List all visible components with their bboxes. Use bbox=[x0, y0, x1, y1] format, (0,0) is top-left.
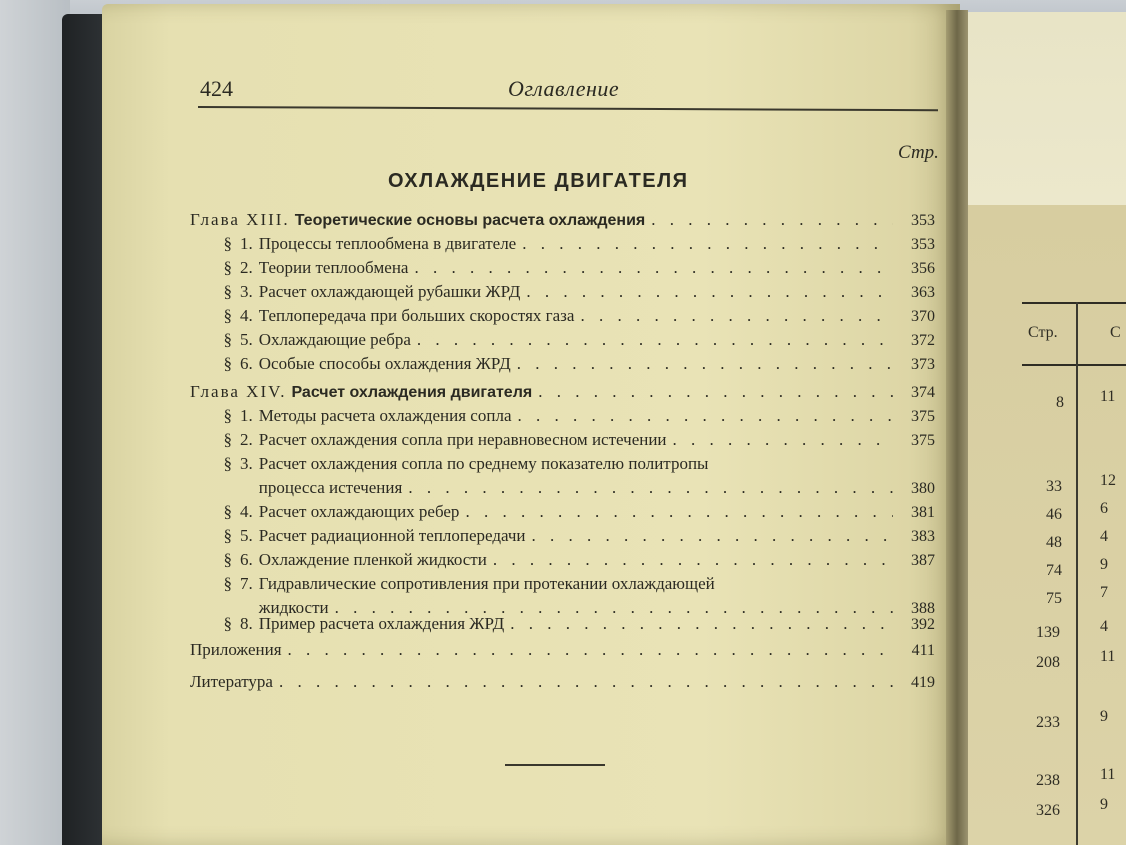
right-table-cell: 6 bbox=[1100, 500, 1108, 517]
right-table-header-rule bbox=[1022, 364, 1126, 366]
right-table-cell: 139 bbox=[1036, 624, 1060, 641]
page-ref: 411 bbox=[911, 642, 935, 659]
section-number: 1. bbox=[240, 406, 253, 425]
leader-dots bbox=[417, 330, 893, 350]
leader-dots bbox=[673, 430, 893, 450]
leader-dots bbox=[522, 234, 893, 254]
section-mark: § bbox=[223, 502, 232, 521]
section-number: 5. bbox=[240, 330, 253, 349]
page-ref: 387 bbox=[911, 552, 935, 569]
leader-dots bbox=[532, 526, 894, 546]
page-ref: 356 bbox=[911, 260, 935, 277]
leader-dots bbox=[526, 282, 893, 302]
toc-entry bbox=[190, 406, 935, 430]
toc-entry bbox=[190, 354, 935, 378]
section-number: 2. bbox=[240, 258, 253, 277]
section-number: 4. bbox=[240, 306, 253, 325]
right-table-cell: 46 bbox=[1046, 506, 1062, 523]
section-number: 2. bbox=[240, 430, 253, 449]
leader-dots bbox=[580, 306, 893, 326]
chapter-title: Теоретические основы расчета охлаждения bbox=[294, 212, 646, 229]
toc-entry bbox=[190, 258, 935, 282]
section-title: процесса истечения bbox=[258, 478, 403, 497]
page-ref: 388 bbox=[911, 600, 935, 617]
toc-entry bbox=[190, 478, 935, 502]
toc-entry bbox=[190, 550, 935, 574]
toc-entry bbox=[190, 502, 935, 526]
leader-dots bbox=[414, 258, 893, 278]
right-page-lower bbox=[962, 205, 1126, 845]
leader-dots bbox=[651, 210, 893, 230]
right-page-upper bbox=[962, 12, 1126, 212]
section-number: 4. bbox=[240, 502, 253, 521]
section-number: 8. bbox=[240, 614, 253, 633]
page-ref: 373 bbox=[911, 356, 935, 373]
right-table-cell: 9 bbox=[1100, 708, 1108, 725]
appendix-title: Литература bbox=[190, 672, 273, 691]
section-number: 5. bbox=[240, 526, 253, 545]
section-title: Расчет охлаждающей рубашки ЖРД bbox=[258, 282, 521, 301]
right-table-cell: 208 bbox=[1036, 654, 1060, 671]
leader-dots bbox=[465, 502, 893, 522]
section-title: Процессы теплообмена в двигателе bbox=[258, 234, 517, 253]
right-table-cell: 233 bbox=[1036, 714, 1060, 731]
page-column-label: Стр. bbox=[898, 142, 939, 163]
section-title: жидкости bbox=[258, 598, 329, 617]
right-table-cell: 9 bbox=[1100, 556, 1108, 573]
page-ref: 375 bbox=[911, 408, 935, 425]
right-table-cell: 4 bbox=[1100, 618, 1108, 635]
right-table-header-col1: Стр. bbox=[1028, 324, 1058, 341]
page-ref: 381 bbox=[911, 504, 935, 521]
section-number: 3. bbox=[240, 282, 253, 301]
leader-dots bbox=[493, 550, 893, 570]
page-number: 424 bbox=[200, 76, 233, 101]
leader-dots bbox=[408, 478, 893, 498]
right-table-cell: 11 bbox=[1100, 766, 1116, 783]
section-title: Охлаждение пленкой жидкости bbox=[258, 550, 487, 569]
section-title: Теории теплообмена bbox=[258, 258, 409, 277]
section-number: 6. bbox=[240, 354, 253, 373]
right-table-cell: 326 bbox=[1036, 802, 1060, 819]
book-gutter bbox=[946, 10, 968, 845]
page-ref: 363 bbox=[911, 284, 935, 301]
right-table-cell: 12 bbox=[1100, 472, 1116, 489]
section-mark: § bbox=[223, 282, 232, 301]
chapter-title: Расчет охлаждения двигателя bbox=[291, 384, 533, 401]
toc-entry bbox=[190, 330, 935, 354]
toc-entry bbox=[190, 526, 935, 550]
appendix-title: Приложения bbox=[190, 640, 282, 659]
background-desk-left bbox=[0, 0, 70, 845]
toc-entry bbox=[190, 306, 935, 330]
section-mark: § bbox=[223, 234, 232, 253]
section-mark: § bbox=[223, 454, 232, 473]
toc-entry bbox=[190, 282, 935, 306]
section-mark: § bbox=[223, 550, 232, 569]
section-title: Расчет охлаждения сопла при неравновесном истечении bbox=[258, 430, 667, 449]
toc-entry bbox=[190, 672, 935, 696]
section-title: ОХЛАЖДЕНИЕ ДВИГАТЕЛЯ bbox=[388, 170, 689, 192]
leader-dots bbox=[288, 640, 893, 660]
section-mark: § bbox=[223, 258, 232, 277]
leader-dots bbox=[517, 354, 893, 374]
toc-entry-first-line bbox=[190, 454, 935, 478]
right-table-cell: 9 bbox=[1100, 796, 1108, 813]
section-title: Гидравлические сопротивления при протекании охлаждающей bbox=[258, 574, 715, 593]
right-table-cell: 75 bbox=[1046, 590, 1062, 607]
page-ref: 375 bbox=[911, 432, 935, 449]
toc-entry bbox=[190, 234, 935, 258]
page-ref: 353 bbox=[911, 236, 935, 253]
toc-entry-first-line bbox=[190, 574, 935, 598]
page-ref: 383 bbox=[911, 528, 935, 545]
page-ref: 353 bbox=[911, 212, 935, 229]
leader-dots bbox=[279, 672, 893, 692]
section-mark: § bbox=[223, 430, 232, 449]
right-table-cell: 8 bbox=[1056, 394, 1064, 411]
leader-dots bbox=[510, 614, 893, 634]
page-ref: 419 bbox=[911, 674, 935, 691]
right-table-cell: 74 bbox=[1046, 562, 1062, 579]
page-ref: 392 bbox=[911, 616, 935, 633]
section-mark: § bbox=[223, 354, 232, 373]
right-table-cell: 11 bbox=[1100, 388, 1116, 405]
section-mark: § bbox=[223, 306, 232, 325]
section-mark: § bbox=[223, 330, 232, 349]
toc-entry bbox=[190, 614, 935, 638]
page-ref: 380 bbox=[911, 480, 935, 497]
section-mark: § bbox=[223, 406, 232, 425]
right-table-column-rule bbox=[1076, 302, 1078, 845]
leader-dots bbox=[538, 382, 893, 402]
leader-dots bbox=[517, 406, 893, 426]
section-mark: § bbox=[223, 574, 232, 593]
section-number: 3. bbox=[240, 454, 253, 473]
page-ref: 372 bbox=[911, 332, 935, 349]
section-title: Расчет охлаждающих ребер bbox=[258, 502, 460, 521]
section-title: Охлаждающие ребра bbox=[258, 330, 411, 349]
section-number: 7. bbox=[240, 574, 253, 593]
section-title: Расчет радиационной теплопередачи bbox=[258, 526, 526, 545]
toc-entry bbox=[190, 640, 935, 664]
section-title: Методы расчета охлаждения сопла bbox=[258, 406, 512, 425]
section-title: Теплопередача при больших скоростях газа bbox=[258, 306, 575, 325]
section-mark: § bbox=[223, 526, 232, 545]
right-table-top-rule bbox=[1022, 302, 1126, 304]
right-table-header-col2: С bbox=[1110, 324, 1121, 341]
toc-entry bbox=[190, 430, 935, 454]
section-number: 6. bbox=[240, 550, 253, 569]
right-table-cell: 238 bbox=[1036, 772, 1060, 789]
section-title: Пример расчета охлаждения ЖРД bbox=[258, 614, 505, 633]
right-table-cell: 11 bbox=[1100, 648, 1116, 665]
right-table-cell: 48 bbox=[1046, 534, 1062, 551]
section-title: Расчет охлаждения сопла по среднему показателю политропы bbox=[258, 454, 709, 473]
page-ref: 370 bbox=[911, 308, 935, 325]
section-mark: § bbox=[223, 614, 232, 633]
running-title: Оглавление bbox=[508, 76, 620, 101]
section-number: 1. bbox=[240, 234, 253, 253]
toc-entry bbox=[190, 382, 935, 406]
right-table-cell: 33 bbox=[1046, 478, 1062, 495]
section-title: Особые способы охлаждения ЖРД bbox=[258, 354, 511, 373]
page-ref: 374 bbox=[911, 384, 935, 401]
right-table-cell: 4 bbox=[1100, 528, 1108, 545]
chapter-label: Глава XIII. bbox=[190, 210, 290, 229]
right-table-cell: 7 bbox=[1100, 584, 1108, 601]
chapter-label: Глава XIV. bbox=[190, 382, 287, 401]
toc-entry bbox=[190, 210, 935, 234]
end-rule bbox=[505, 764, 605, 766]
